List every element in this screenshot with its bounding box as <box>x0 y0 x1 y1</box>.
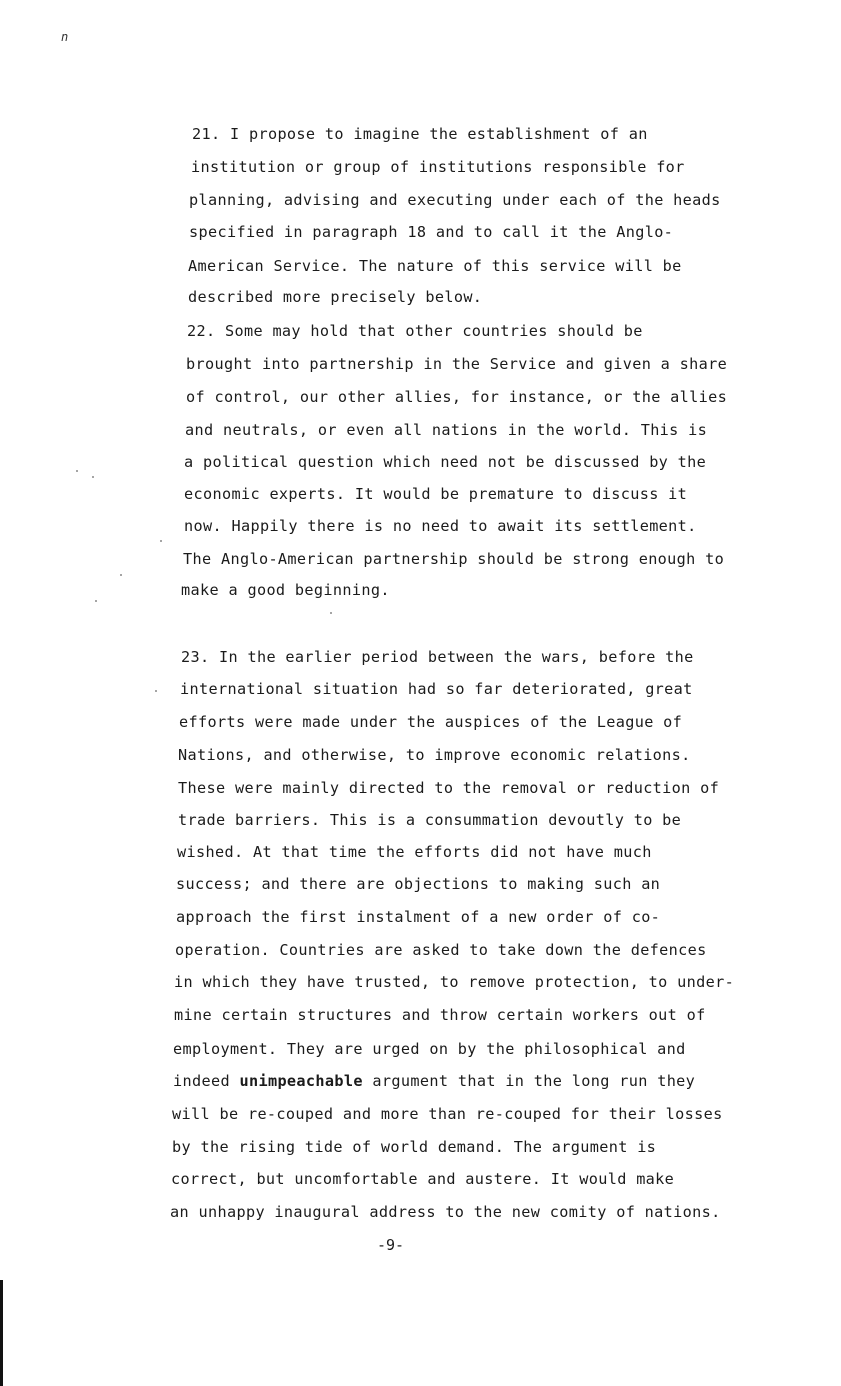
text-line: mine certain structures and throw certain workers out of <box>174 1006 706 1024</box>
text-line-mixed <box>173 1071 695 1091</box>
text-line: 22. Some may hold that other countries should be <box>187 322 643 340</box>
scan-speck <box>120 574 122 576</box>
text-line: brought into partnership in the Service and given a share <box>186 355 728 373</box>
text-line: of control, our other allies, for instance, or the allies <box>186 388 728 406</box>
text-line: success; and there are objections to making such an <box>176 875 661 893</box>
text-line: a political question which need not be discussed by the <box>184 453 707 471</box>
text-line: will be re-couped and more than re-couped for their losses <box>172 1105 723 1123</box>
text-line: 21. I propose to imagine the establishment of an <box>192 125 648 143</box>
text-fragment: argument that in the long run they <box>372 1072 696 1090</box>
text-line: in which they have trusted, to remove protection, to under- <box>174 973 735 991</box>
text-line: The Anglo-American partnership should be strong enough to <box>183 550 725 568</box>
text-fragment: indeed <box>173 1072 230 1090</box>
text-line: by the rising tide of world demand. The argument is <box>172 1138 657 1156</box>
text-line: correct, but uncomfortable and austere. It would make <box>171 1170 675 1188</box>
text-line: approach the first instalment of a new order of co- <box>176 908 661 926</box>
text-line: These were mainly directed to the removal or reduction of <box>178 779 720 797</box>
text-line: specified in paragraph 18 and to call it the Anglo- <box>189 223 674 241</box>
text-line: described more precisely below. <box>188 288 483 306</box>
text-line: and neutrals, or even all nations in the world. This is <box>185 421 708 439</box>
text-line: economic experts. It would be premature to discuss it <box>184 485 688 503</box>
text-line: American Service. The nature of this service will be <box>188 257 682 275</box>
text-line: make a good beginning. <box>181 581 390 599</box>
scan-speck <box>160 540 162 542</box>
text-line: operation. Countries are asked to take down the defences <box>175 941 707 959</box>
corner-mark: n <box>61 30 69 44</box>
text-line: wished. At that time the efforts did not have much <box>177 843 652 861</box>
text-line: efforts were made under the auspices of the League of <box>179 713 683 731</box>
scan-speck <box>95 600 97 602</box>
scan-speck <box>330 612 332 614</box>
scan-speck <box>155 690 157 692</box>
page-number: -9- <box>377 1236 405 1254</box>
text-line: trade barriers. This is a consummation devoutly to be <box>178 811 682 829</box>
text-line: now. Happily there is no need to await its settlement. <box>184 517 697 535</box>
text-line: employment. They are urged on by the philosophical and <box>173 1040 686 1058</box>
text-line: international situation had so far deteriorated, great <box>180 680 693 698</box>
scan-edge-bar <box>0 1280 3 1386</box>
text-line: institution or group of institutions responsible for <box>191 158 685 176</box>
text-line: Nations, and otherwise, to improve economic relations. <box>178 746 691 764</box>
text-line: planning, advising and executing under each of the heads <box>189 191 721 209</box>
scan-speck <box>92 476 94 478</box>
text-line: 23. In the earlier period between the wars, before the <box>181 648 694 666</box>
scan-speck <box>76 470 78 472</box>
text-line: an unhappy inaugural address to the new comity of nations. <box>170 1203 721 1221</box>
bold-word: unimpeachable <box>239 1072 363 1090</box>
